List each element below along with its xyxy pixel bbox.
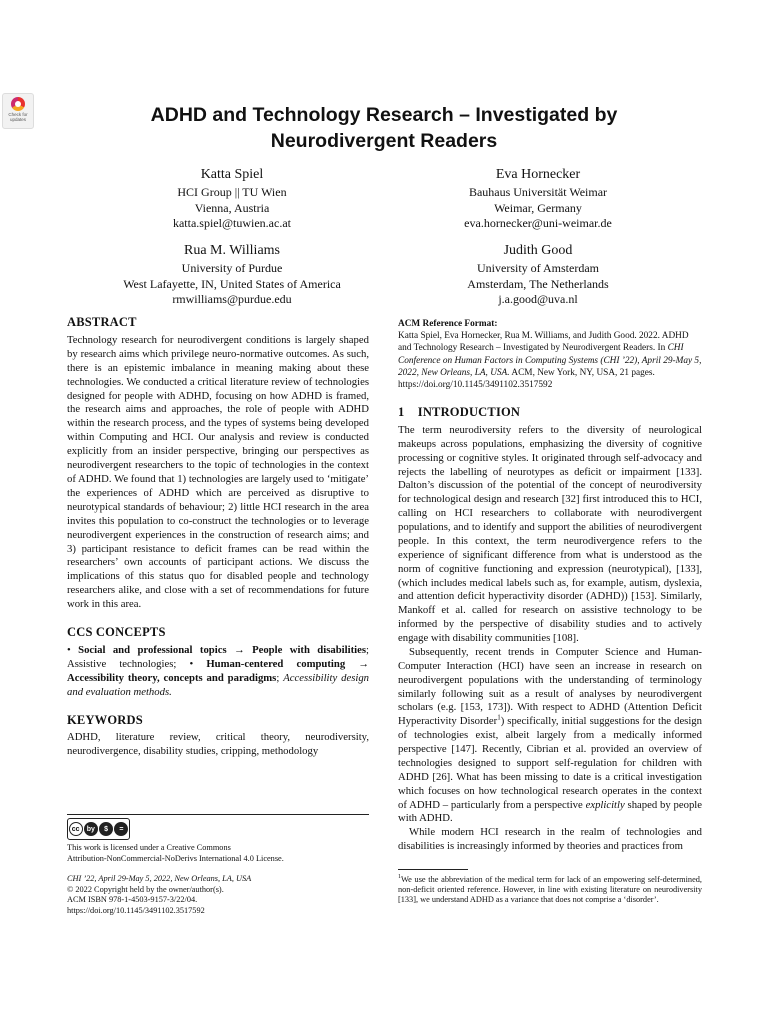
author-name: Judith Good [503,243,573,258]
author-affiliation: HCI Group || TU Wien [177,185,287,199]
check-for-updates-label: Check for updates [8,112,28,122]
introduction-heading: 1 INTRODUCTION [398,405,521,419]
keywords-heading: KEYWORDS [67,712,143,727]
footnote-divider [398,869,468,870]
author-location: West Lafayette, IN, United States of America [123,276,341,291]
intro-paragraph: While modern HCI research in the realm of technologies and disabilities is increasingly informed by theories and practices from [398,826,702,853]
creative-commons-icon[interactable]: cc by $ = [67,818,130,840]
left-column [67,316,369,759]
acm-reference: ACM Reference Format: Katta Spiel, Eva Hornecker, Rua M. Williams, and Judith Good. 2022. ADHD and Technology Research – Investigated by Neurodivergent Readers. In CHI Conference on Human Factors in Computing Systems (CHI ’22), April 29-May 5, 2022, New Orleans, LA, USA. ACM, New York, NY, USA, 21 pages. https://doi.org/10.1145/3491102.3517592 [398,319,702,391]
abstract-heading: ABSTRACT [67,315,137,329]
author-affiliation: University of Purdue [181,261,283,275]
ccs-heading: CCS CONCEPTS [67,625,166,640]
author-block [388,242,688,308]
author-email[interactable]: rmwilliams@purdue.edu [172,292,292,306]
author-affiliation: Bauhaus Universität Weimar [468,185,608,199]
license-text: This work is licensed under a Creative Commons Attribution-NonCommercial-NoDerivs International 4.0 License. [67,843,284,863]
check-for-updates-badge[interactable] [2,93,34,129]
ccs-text: • Social and professional topics → People with disabilities; Assistive technologies; • Human-centered computing → Accessibility theory, concepts and paradigms; Accessibility design and evaluation methods. [67,643,370,698]
right-column [398,406,702,854]
author-block [82,166,382,232]
author-block [388,166,688,232]
author-block [79,242,385,308]
intro-paragraph: Subsequently, recent trends in Computer Science and Human-Computer Interaction (HCI) have seen an increase in research on neurodivergent populations with the understanding of terminology similarly following suit as a result of analyses by neurodivergent scholars (e.g. [153, 173]). With respect to ADHD (Attention Deficit Hyperactivity Disorder$^1$) specifically, initial suggestions for the design of technologies exist, albeit largely from a medically informed perspective [147]. Recently, Cibrian et al. provided an overview of technologies designed to support self-regulation for children with ADHD [26]. What has been missing to date is a critical investigation which focuses on how technological research operates in the context of ADHD – particularly from a perspective explicitly shaped by people with ADHD. [398,645,703,825]
license-divider [67,814,369,815]
author-email[interactable]: eva.hornecker@uni-weimar.de [464,216,612,230]
author-location: Amsterdam, The Netherlands [467,276,609,291]
author-name: Rua M. Williams [183,243,280,258]
crossmark-icon [11,97,25,111]
keywords-text: ADHD, literature review, critical theory, neurodiversity, neurodivergence, disability studies, cripping, methodology [67,731,369,758]
footnote: $^1$We use the abbreviation of the medical term for lack of an empowering self-determined, non-deficit oriented reference. However, in line with existing literature on neurodiversity [133], we understand ADHD as a variance that does not comprise a ‘disorder’. [398,874,702,905]
author-name: Katta Spiel [200,167,264,182]
author-email[interactable]: katta.spiel@tuwien.ac.at [172,216,291,230]
abstract-text: Technology research for neurodivergent conditions is largely shaped by research aims which privilege neuro-normative outcomes. As such, there is an epistemic imbalance in meaning making about these technologies. We conducted a critical literature review of technologies designed for people with ADHD, focusing on how ADHD is framed, the research aims and approaches, the role of people with ADHD within the research process, and the types of systems being developed within Computing and HCI. Our analysis and review is conducted explicitly from an insider perspective, bringing our perspectives as neurodivergent researchers to the topic of technologies in the context of ADHD. We found that 1) technologies are largely used to ‘mitigate’ the experiences of ADHD which are perceived as disruptive to neurotypical standards of behaviour; 2) little HCI research in the area invites this population to co-construct the technologies or to leverage neurodivergent experiences in the construction of research aims; and 3) participant resistance to deficit frames can be read within the researchers’ own accounts of participant actions. We discuss the implications of this status quo for disabled people and technology researchers alike, and close with a set of recommendations for future work in this area. [67,333,369,611]
author-affiliation: University of Amsterdam [477,261,599,275]
paper-title: ADHD and Technology Research – Investigated by Neurodivergent Readers [150,104,618,152]
author-name: Eva Hornecker [495,167,581,182]
author-location: Vienna, Austria [194,200,270,215]
author-location: Weimar, Germany [494,200,582,215]
intro-paragraph: The term neurodiversity refers to the diversity of neurological makeups across populations, emphasizing the diversity of cognitive processing or cognitive styles. It originated through self-advocacy and rejects the labelling of neurotypes as deficit or impairment [133]. Dalton’s discussion of the potential of the concept of neurodiversity for technological design and research [32] first introduced this to HCI, calling on HCI researchers to collaborate with neurodivergent populations, and to identify and support the abilities of neurodivergent people. In this context, the term neurodivergence refers to the experience of significant difference from what is understood as the norm of cognitive functioning and expression (neurotypical), [133], (which includes medical labels such as, for example, autism, dyslexia, and attention deficit hyperactivity disorder (ADHD)) [153]. Similarly, Mankoff et al. called for research on assistive technology to be informed by the perspective of disability studies and to actively engage with disability communities [108]. [398,423,702,644]
author-email[interactable]: j.a.good@uva.nl [498,292,578,306]
doi-link[interactable]: https://doi.org/10.1145/3491102.3517592 [67,905,205,915]
venue-info: CHI ’22, April 29-May 5, 2022, New Orleans, LA, USA © 2022 Copyright held by the owner/author(s). ACM ISBN 978-1-4503-9157-3/22/04. https://doi.org/10.1145/3491102.3517592 [67,874,369,916]
